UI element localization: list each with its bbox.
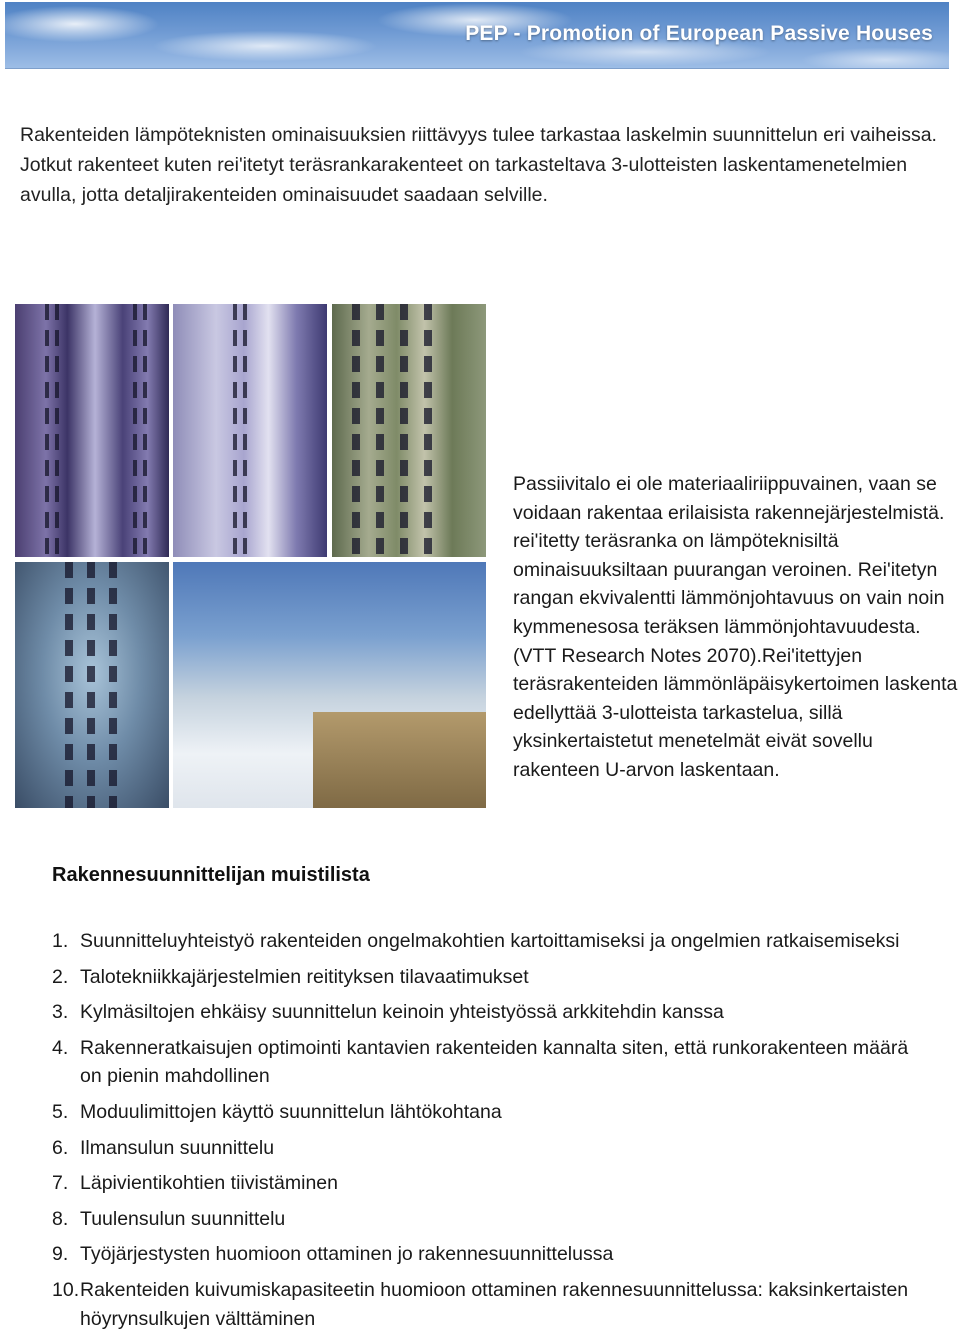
list-item	[52, 1276, 932, 1333]
list-item-number: 10.	[52, 1278, 80, 1301]
list-item	[52, 1134, 932, 1163]
list-item	[52, 1205, 932, 1234]
list-item-number: 3.	[52, 1001, 69, 1024]
list-item-number: 7.	[52, 1172, 69, 1195]
perforated-steel-photo-4	[15, 562, 169, 808]
header-banner	[5, 2, 949, 69]
list-item	[52, 1034, 932, 1091]
list-item-text: Tuulensulun suunnittelu	[80, 1207, 286, 1230]
perforated-steel-photo-3	[332, 304, 486, 557]
steel-frame-construction-photo	[173, 562, 486, 808]
list-item-text: Ilmansulun suunnittelu	[80, 1136, 275, 1159]
list-item	[52, 1098, 932, 1127]
list-item-number: 6.	[52, 1136, 69, 1159]
list-item-text: Moduulimittojen käyttö suunnittelun lähtökohtana	[80, 1100, 502, 1123]
list-item-number: 4.	[52, 1036, 69, 1059]
checklist	[52, 927, 932, 1340]
list-item-text: Talotekniikkajärjestelmien reitityksen tilavaatimukset	[80, 965, 529, 988]
list-item-text: Työjärjestysten huomioon ottaminen jo rakennesuunnittelussa	[80, 1243, 614, 1266]
list-item-text: Kylmäsiltojen ehkäisy suunnittelun keinoin yhteistyössä arkkitehdin kanssa	[80, 1001, 724, 1024]
list-item	[52, 1240, 932, 1269]
list-item-number: 1.	[52, 930, 69, 952]
list-item-number: 2.	[52, 965, 69, 988]
intro-paragraph: Rakenteiden lämpöteknisten ominaisuuksien riittävyys tulee tarkastaa laskelmin suunnittelun eri vaiheissa. Jotkut rakenteet kuten rei'itetyt teräsrankarakenteet on tarkasteltava 3-ulotteisten laskentamenetelmien avulla, jotta detaljirakenteiden ominaisuudet saadaan selville.	[20, 124, 937, 206]
list-item	[52, 963, 932, 992]
list-item-text: Läpivientikohtien tiivistäminen	[80, 1172, 338, 1195]
perforated-steel-photo-2	[173, 304, 327, 557]
list-item-text: Suunnitteluyhteistyö rakenteiden ongelmakohtien kartoittamiseksi ja ongelmien ratkaisemiseksi	[80, 930, 900, 952]
list-item	[52, 927, 932, 956]
list-item	[52, 1169, 932, 1198]
list-item-number: 8.	[52, 1207, 69, 1230]
list-item-text: Rakenteiden kuivumiskapasiteetin huomioon ottaminen rakennesuunnittelussa: kaksinkertaisten höyrynsulkujen välttäminen	[80, 1278, 909, 1330]
checklist-title: Rakennesuunnittelijan muistilista	[52, 864, 370, 886]
list-item-text: Rakenneratkaisujen optimointi kantavien rakenteiden kannalta siten, että runkorakenteen määrä on pienin mahdollinen	[80, 1036, 909, 1088]
list-item	[52, 998, 932, 1027]
list-item-number: 5.	[52, 1100, 69, 1123]
header-title: PEP - Promotion of European Passive Houses	[465, 22, 933, 45]
photo-caption: Passiivitalo ei ole materiaaliriippuvainen, vaan se voidaan rakentaa erilaisista rakennejärjestelmistä. rei'itetty teräsranka on lämpöteknisiltä ominaisuuksiltaan puurangan veroinen. Rei'itetyn rangan ekvivalentti lämmönjohtavuus on vain noin kymmenesosa teräksen lämmönjohtavuudesta. (VTT Research Notes 2070).Rei'itettyjen teräsrakenteiden lämmönläpäisykertoimen laskenta edellyttää 3-ulotteista tarkastelua, sillä yksinkertaistetut menetelmät eivät sovellu rakenteen U-arvon laskentaan.	[513, 473, 958, 781]
list-item-number: 9.	[52, 1243, 69, 1266]
perforated-steel-photo-1	[15, 304, 169, 557]
